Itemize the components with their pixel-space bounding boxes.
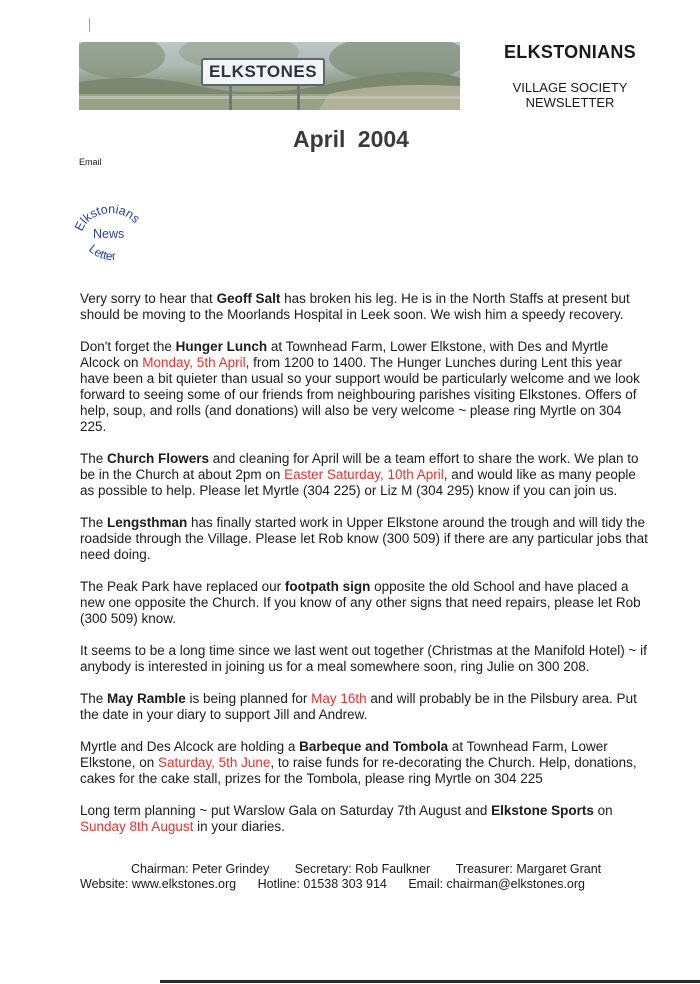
event-date: Sunday 8th August [80,819,194,834]
paragraph-text: , from 1200 to 1400. The Hunger Lunches during Lent this year have been a bit quieter than usual so your support would be particularly welcome and we look forward to seeing some of our friends from neighbouring parishes visiting Elkstones. Offers of help, soup, and rolls (and donations) will also be very welcome ~ please ring Myrtle on 304 225. [80,355,640,434]
issue-date: April 2004 [293,126,409,152]
paragraph-text: The [80,515,108,530]
footer-email: Email: chairman@elkstones.org [408,877,585,891]
society-subtitle-line: NEWSLETTER [525,95,615,110]
paragraph-text: Long term planning ~ put Warslow Gala on Saturday 7th August and [80,803,492,818]
paragraph-text: at Townhead Farm, Lower Elkstone, with Des and Myrtle Alcock on [80,339,609,370]
sign-text: ELKSTONES [208,62,318,81]
scan-mark [89,18,90,32]
article-paragraph [80,803,648,835]
paragraph-text: and will probably be in the Pilsbury area. Put the date in your diary to support Jill and Andrew. [80,691,637,722]
paragraph-text: Very sorry to hear that [80,291,217,306]
paragraph-text: at Townhead Farm, Lower Elkstone, on [80,739,608,770]
paragraph-text: Don't forget the [80,339,176,354]
sign-post [229,86,232,110]
event-date: May 16th [311,691,367,706]
society-subtitle [470,80,670,110]
newsletter-logo [72,198,152,270]
sign-post [297,86,300,110]
footer-contacts [80,877,585,891]
article-paragraph [80,339,648,435]
paragraph-text: has finally started work in Upper Elkstone around the trough and will tidy the roadside through the Village. Please let Rob know (300 509) if there are any particular jobs that need doing. [80,515,648,562]
paragraph-text: The [80,451,108,466]
highlight-term: Church Flowers [107,451,210,466]
email-label: Email [79,157,102,167]
paragraph-text: on [593,803,613,818]
highlight-term: Lengsthman [107,515,188,530]
event-date: Easter Saturday, 10th April [284,467,444,482]
paragraph-text: in your diaries. [193,819,285,834]
logo-news-text: News [93,227,125,241]
paragraph-text: It seems to be a long time since we last went out together (Christmas at the Manifold Hotel) ~ if anybody is interested in joining us for a meal somewhere soon, ring Julie on 300 208. [80,643,647,674]
highlight-term: Barbeque and Tombola [299,739,449,754]
article-paragraph [80,643,648,675]
newsletter-body [80,291,648,851]
logo-letter-text: Letter [86,241,117,264]
highlight-term: footpath sign [284,579,371,594]
footer-treasurer: Treasurer: Margaret Grant [455,862,602,876]
footer-chairman: Chairman: Peter Grindey [131,862,270,876]
event-date: Monday, 5th April [142,355,246,370]
footer-hotline: Hotline: 01538 303 914 [257,877,387,891]
page-bottom-rule [160,980,700,983]
society-name: ELKSTONIANS [504,42,636,62]
highlight-term: Geoff Salt [216,291,281,306]
paragraph-text: The [80,691,108,706]
paragraph-text: , and would like as many people as possible to help. Please let Myrtle (304 225) or Liz M (304 295) know if you can join us. [80,467,636,498]
paragraph-text: , to raise funds for re-decorating the Church. Help, donations, cakes for the cake stall, prizes for the Tombola, please ring Myrtle on 304 225 [80,755,637,786]
footer-secretary: Secretary: Rob Faulkner [294,862,431,876]
logo-arc-text: Elkstonians [72,202,143,234]
society-masthead [470,42,670,110]
paragraph-text: The Peak Park have replaced our [80,579,285,594]
society-subtitle-line: VILLAGE SOCIETY [512,80,628,95]
footer-officers [131,862,601,876]
highlight-term: Hunger Lunch [175,339,268,354]
paragraph-text: and cleaning for April will be a team effort to share the work. We plan to be in the Church at about 2pm on [80,451,639,482]
article-paragraph [80,691,648,723]
paragraph-text: Myrtle and Des Alcock are holding a [80,739,300,754]
village-sign-photo [79,42,460,110]
article-paragraph [80,291,648,323]
paragraph-text: opposite the old School and have placed a new one opposite the Church. If you know of any other signs that need repairs, please let Rob (300 509) know. [80,579,641,626]
footer-website: Website: www.elkstones.org [80,877,237,891]
article-paragraph [80,515,648,563]
event-date: Saturday, 5th June [158,755,271,770]
highlight-term: Elkstone Sports [491,803,594,818]
paragraph-text: is being planned for [185,691,312,706]
article-paragraph [80,451,648,499]
paragraph-text: has broken his leg. He is in the North Staffs at present but should be moving to the Moorlands Hospital in Leek soon. We wish him a speedy recovery. [80,291,630,322]
highlight-term: May Ramble [107,691,186,706]
article-paragraph [80,579,648,627]
village-sign [201,58,325,86]
article-paragraph [80,739,648,787]
